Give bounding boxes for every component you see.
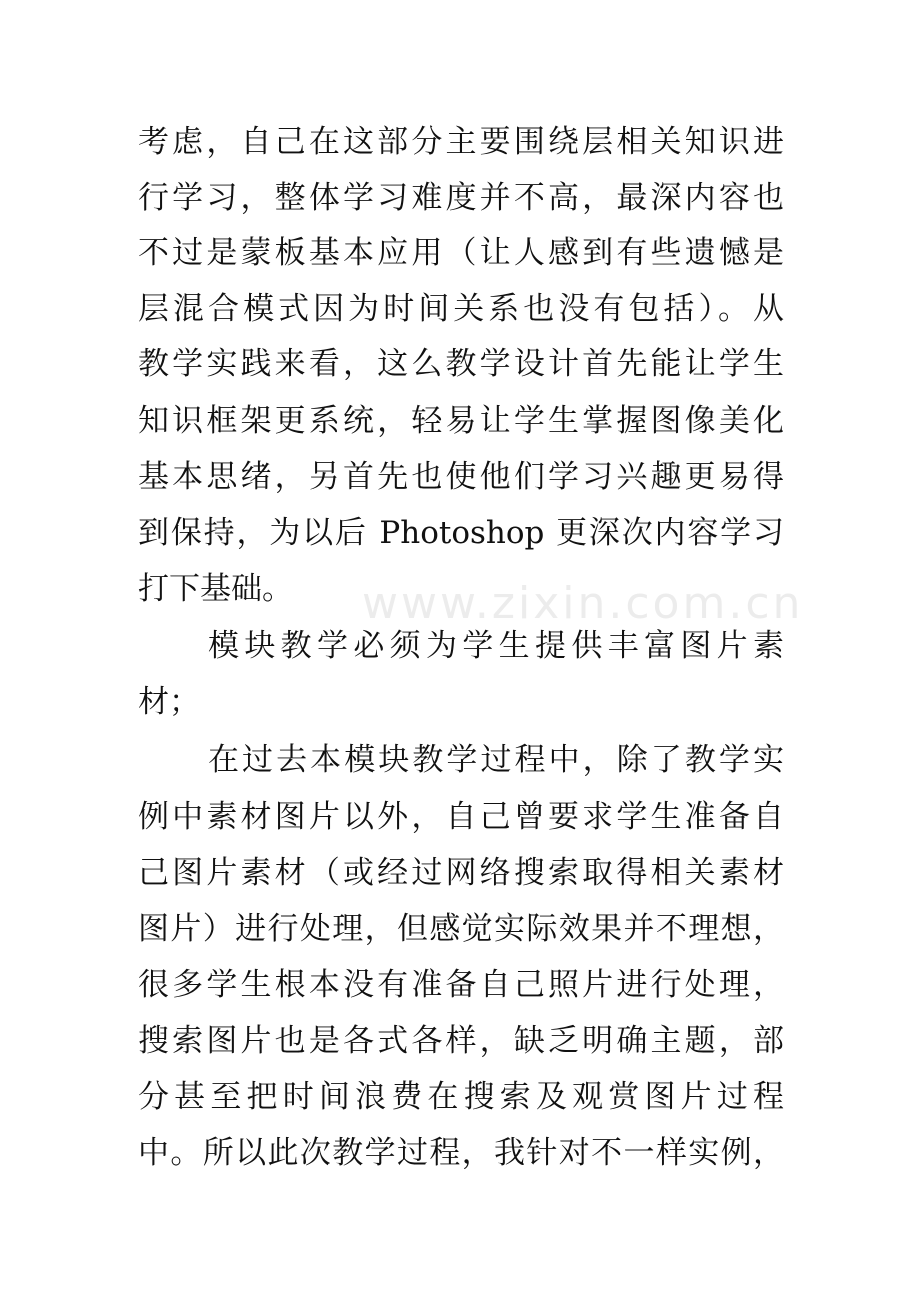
paragraph-3-line-5: 很多学生根本没有准备自己照片进行处理， [138, 967, 784, 1003]
paragraph-1-line-8: 到保持，为以后 Photoshop 更深次内容学习 [138, 515, 784, 551]
paragraph-3-line-7: 分甚至把时间浪费在搜索及观赏图片过程 [138, 1079, 784, 1115]
paragraph-1-line-5: 教学实践来看，这么教学设计首先能让学生 [138, 346, 784, 382]
paragraph-3-line-2: 例中素材图片以外，自己曾要求学生准备自 [138, 799, 784, 835]
paragraph-1-line-7: 基本思绪，另首先也使他们学习兴趣更易得 [138, 459, 784, 495]
paragraph-1-line-4: 层混合模式因为时间关系也没有包括）。从 [138, 291, 784, 327]
paragraph-2-line-2: 材； [138, 684, 200, 720]
paragraph-1-line-2: 行学习，整体学习难度并不高，最深内容也 [138, 180, 784, 216]
paragraph-1-line-9: 打下基础。 [138, 571, 293, 607]
paragraph-3-line-6: 搜索图片也是各式各样，缺乏明确主题，部 [138, 1023, 784, 1059]
paragraph-3-line-4: 图片）进行处理，但感觉实际效果并不理想， [138, 911, 784, 947]
paragraph-3-line-8: 中。所以此次教学过程，我针对不一样实例， [138, 1135, 784, 1171]
paragraph-3-line-1: 在过去本模块教学过程中，除了教学实 [208, 742, 784, 778]
paragraph-3-line-3: 己图片素材（或经过网络搜索取得相关素材 [138, 855, 784, 891]
paragraph-1-line-1: 考虑，自己在这部分主要围绕层相关知识进 [138, 124, 784, 160]
paragraph-2-line-1: 模块教学必须为学生提供丰富图片素 [208, 628, 784, 664]
paragraph-1-line-6: 知识框架更系统，轻易让学生掌握图像美化 [138, 403, 784, 439]
watermark-text: www.zixin.com.cn [362, 578, 804, 629]
paragraph-1-line-3: 不过是蒙板基本应用（让人感到有些遗憾是 [138, 235, 784, 271]
